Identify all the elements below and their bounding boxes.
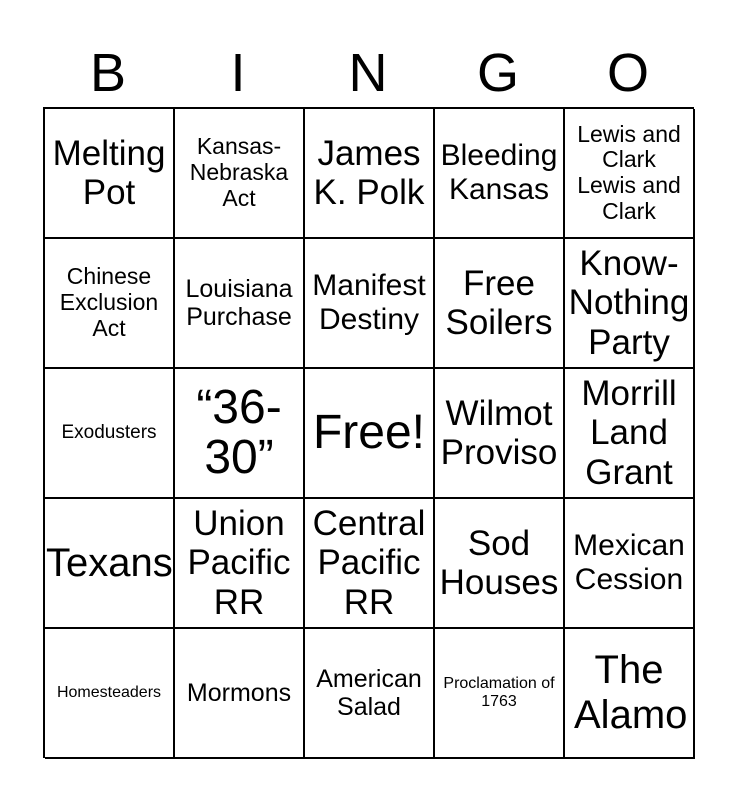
bingo-cell[interactable]	[565, 499, 695, 629]
cell-text: Sod Houses	[439, 523, 559, 602]
bingo-header	[43, 40, 693, 106]
cell-text: Kansas- Nebraska Act	[189, 133, 289, 211]
bingo-cell[interactable]	[435, 369, 565, 499]
cell-text: Bleeding Kansas	[440, 139, 558, 206]
cell-text: Melting Pot	[52, 133, 166, 212]
cell-text: Union Pacific RR	[187, 504, 291, 622]
bingo-cell[interactable]	[305, 239, 435, 369]
bingo-cell[interactable]	[305, 369, 435, 499]
bingo-cell[interactable]	[435, 629, 565, 759]
cell-text: Lewis and Clark Lewis and Clark	[577, 120, 681, 224]
bingo-cell[interactable]	[45, 499, 175, 629]
cell-text: “36- 30”	[196, 380, 282, 484]
free-space: Free!	[312, 406, 426, 460]
cell-text: Morrill Land Grant	[581, 374, 677, 492]
bingo-cell[interactable]	[565, 369, 695, 499]
cell-text: Free Soilers	[445, 263, 553, 342]
bingo-cell[interactable]	[175, 239, 305, 369]
bingo-cell[interactable]	[45, 629, 175, 759]
bingo-cell[interactable]	[175, 499, 305, 629]
cell-text: Homesteaders	[56, 684, 162, 702]
bingo-cell[interactable]	[305, 499, 435, 629]
header-letter-n: N	[348, 43, 388, 103]
cell-text: Wilmot Proviso	[440, 393, 558, 472]
bingo-cell[interactable]	[175, 369, 305, 499]
cell-text: Exodusters	[61, 422, 157, 444]
cell-text: Texans	[46, 540, 173, 585]
cell-text: Chinese Exclusion Act	[59, 263, 159, 341]
cell-text: Proclamation of 1763	[443, 675, 555, 710]
cell-text: Know- Nothing Party	[568, 244, 690, 362]
bingo-cell[interactable]	[45, 109, 175, 239]
header-letter-b: B	[89, 43, 127, 103]
bingo-board	[43, 107, 694, 758]
bingo-cell[interactable]	[305, 629, 435, 759]
header-letter-g: G	[476, 43, 519, 103]
bingo-cell[interactable]	[565, 109, 695, 239]
cell-text: The Alamo	[574, 648, 688, 737]
bingo-cell[interactable]	[435, 239, 565, 369]
cell-text: Manifest Destiny	[312, 269, 426, 336]
cell-text: Louisiana Purchase	[185, 275, 293, 331]
cell-text: Mexican Cession	[573, 529, 685, 596]
cell-text: James K. Polk	[313, 133, 425, 212]
bingo-cell[interactable]	[565, 239, 695, 369]
bingo-cell[interactable]	[45, 369, 175, 499]
bingo-cell[interactable]	[175, 629, 305, 759]
header-letter-i: I	[230, 43, 246, 103]
bingo-cell[interactable]	[45, 239, 175, 369]
bingo-cell[interactable]	[305, 109, 435, 239]
bingo-cell[interactable]	[435, 499, 565, 629]
cell-text: Mormons	[186, 679, 292, 707]
bingo-cell[interactable]	[565, 629, 695, 759]
bingo-cell[interactable]	[175, 109, 305, 239]
cell-text: Central Pacific RR	[312, 504, 426, 622]
header-letter-o: O	[606, 43, 649, 103]
cell-text: American Salad	[316, 665, 422, 721]
bingo-cell[interactable]	[435, 109, 565, 239]
